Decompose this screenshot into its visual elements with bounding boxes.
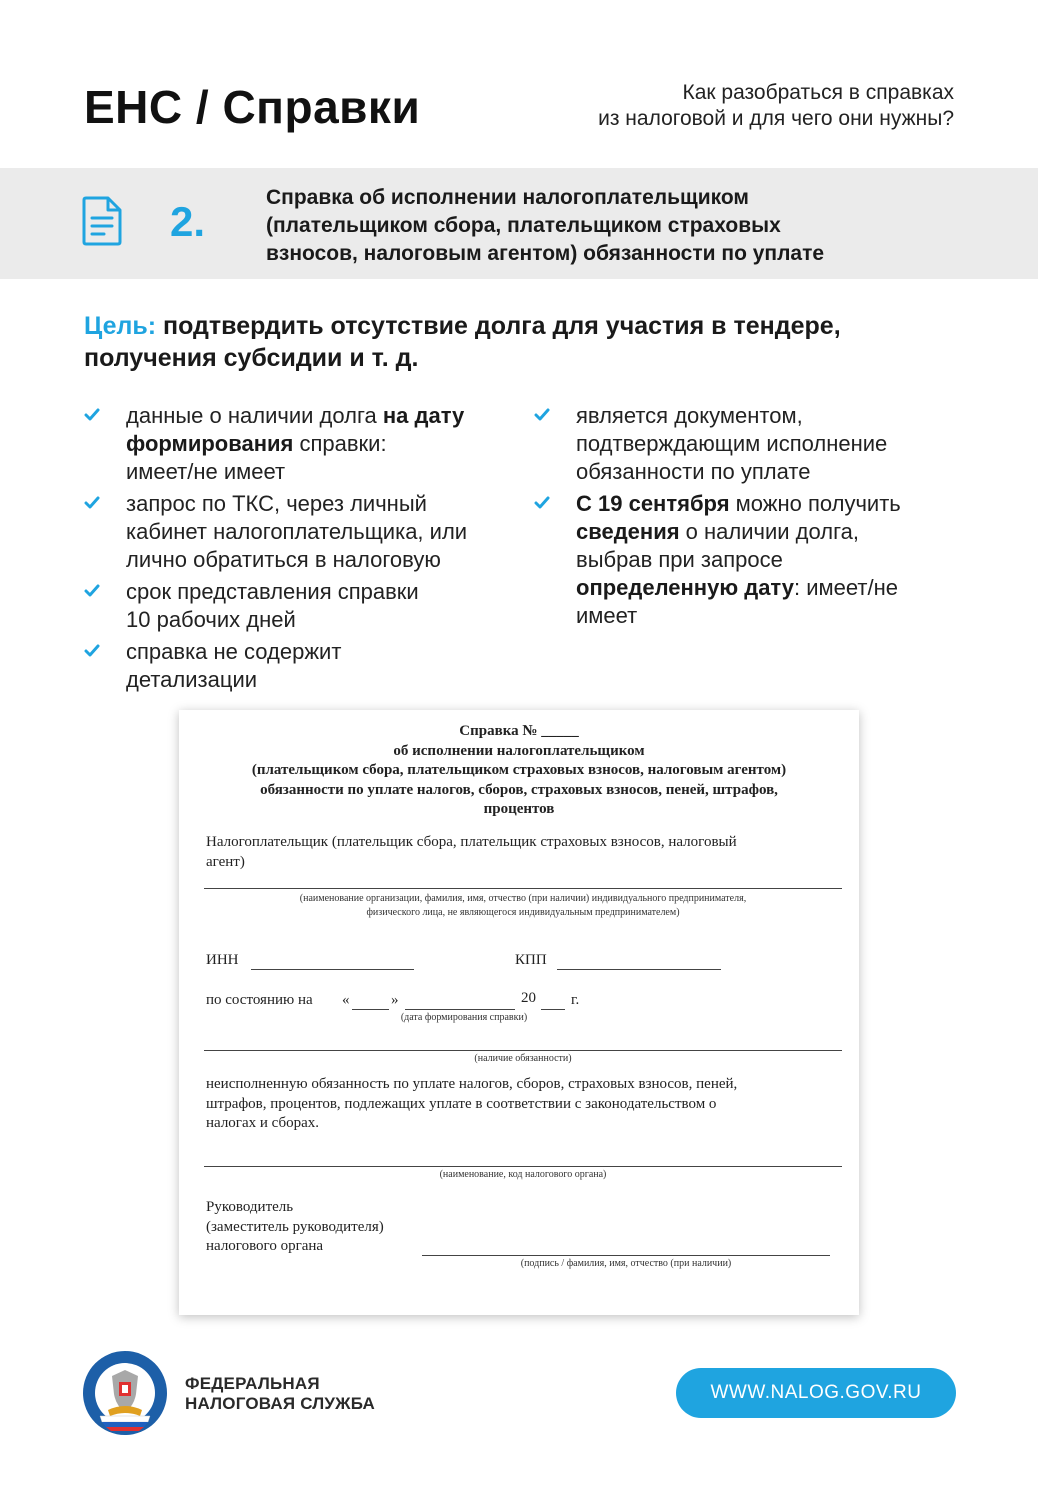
- document-icon: [82, 196, 122, 246]
- list-item: [84, 402, 524, 486]
- date-day-field: [352, 994, 389, 1010]
- heading-line: (плательщиком сбора, плательщиком страховых: [266, 214, 781, 237]
- item-text: справка не содержит: [126, 639, 342, 664]
- subtitle-line: Как разобраться в справках: [682, 81, 954, 104]
- goal-text: получения субсидии и т. д.: [84, 344, 419, 372]
- item-text: справки:: [293, 431, 387, 456]
- form-text-line: Налогоплательщик (плательщик сбора, плательщик страховых взносов, налоговый: [206, 834, 737, 850]
- goal-label: Цель:: [84, 312, 157, 340]
- form-title-line: обязанности по уплате налогов, сборов, страховых взносов, пеней, штрафов,: [260, 781, 778, 798]
- form-text-line: (заместитель руководителя): [206, 1218, 384, 1235]
- goal-statement: [84, 310, 964, 374]
- section-heading: [266, 184, 946, 268]
- form-caption: (наличие обязанности): [474, 1053, 572, 1064]
- date-prefix: по состоянию на: [206, 992, 313, 1008]
- item-emphasis: формирования: [126, 431, 294, 456]
- item-text: имеет/не имеет: [126, 459, 286, 484]
- check-icon: [84, 584, 100, 598]
- inn-label: ИНН: [206, 952, 239, 968]
- check-icon: [84, 644, 100, 658]
- subtitle-line: из налоговой и для чего они нужны?: [598, 107, 954, 130]
- organization-name: [185, 1374, 375, 1414]
- form-caption: (дата формирования справки): [400, 1012, 528, 1023]
- item-text: подтверждающим исполнение: [576, 431, 888, 456]
- heading-line: Справка об исполнении налогоплательщиком: [266, 186, 749, 209]
- list-item: [84, 578, 524, 634]
- check-icon: [534, 408, 550, 422]
- check-icon: [84, 496, 100, 510]
- item-text: можно получить: [729, 491, 901, 516]
- item-text: данные о наличии долга: [126, 403, 383, 428]
- page-title: ЕНС / Справки: [84, 81, 421, 133]
- org-name-line: НАЛОГОВАЯ СЛУЖБА: [185, 1394, 375, 1413]
- form-title-line: Справка № _____: [459, 723, 579, 739]
- item-text: имеет: [576, 603, 638, 628]
- caption-line: (наименование организации, фамилия, имя, отчество (при наличии) индивидуального предпринимателя,: [299, 893, 747, 904]
- form-text-line: агент): [206, 853, 245, 870]
- item-text: является документом,: [576, 403, 803, 428]
- kpp-label: КПП: [515, 952, 547, 968]
- item-text: срок представления справки: [126, 579, 419, 604]
- form-line: [204, 1166, 842, 1167]
- item-text: выбрав при запросе: [576, 547, 783, 572]
- caption-line: физического лица, не являющегося индивидуальным предпринимателем): [366, 907, 680, 918]
- form-text-line: налогах и сборах.: [206, 1115, 320, 1131]
- item-emphasis: сведения: [576, 519, 680, 544]
- date-month-field: [405, 994, 515, 1010]
- kpp-field: [557, 954, 721, 970]
- list-item: [534, 490, 954, 630]
- date-quote-close: »: [391, 992, 399, 1008]
- right-bullet-list: [534, 402, 954, 634]
- form-unpaid-text: [206, 1075, 839, 1134]
- date-suffix: г.: [571, 992, 580, 1008]
- item-text: запрос по ТКС, через личный: [126, 491, 427, 516]
- check-icon: [534, 496, 550, 510]
- form-head-label: [206, 1198, 466, 1257]
- form-text-line: Руководитель: [206, 1199, 294, 1215]
- date-quote-open: «: [342, 992, 350, 1008]
- heading-line: взносов, налоговым агентом) обязанности по уплате: [266, 242, 825, 265]
- item-emphasis: определенную дату: [576, 575, 794, 600]
- form-text-line: налогового органа: [206, 1238, 324, 1254]
- form-title-line: процентов: [483, 801, 555, 817]
- form-title-line: об исполнении налогоплательщиком: [393, 742, 645, 759]
- date-year-prefix: 20: [521, 990, 536, 1006]
- form-caption: (подпись / фамилия, имя, отчество (при наличии): [520, 1258, 732, 1269]
- org-name-line: ФЕДЕРАЛЬНАЯ: [185, 1374, 320, 1393]
- date-year-field: [541, 994, 565, 1010]
- step-number: 2.: [170, 198, 206, 245]
- check-icon: [84, 408, 100, 422]
- certificate-form-sample: [179, 710, 859, 1315]
- page-header: [0, 0, 1038, 168]
- form-taxpayer-label: [206, 833, 839, 872]
- form-line: [422, 1255, 830, 1256]
- form-text-line: неисполненную обязанность по уплате налогов, сборов, страховых взносов, пеней,: [206, 1076, 738, 1092]
- list-item: [84, 638, 524, 694]
- form-line: [204, 888, 842, 889]
- form-text-line: штрафов, процентов, подлежащих уплате в соответствии с законодательством о: [206, 1095, 717, 1112]
- form-caption: (наименование, код налогового органа): [439, 1169, 607, 1180]
- form-caption: [204, 892, 842, 920]
- inn-field: [251, 954, 414, 970]
- form-title: [179, 722, 859, 820]
- page-subtitle: [534, 80, 954, 132]
- item-text: детализации: [126, 667, 258, 692]
- item-text: 10 рабочих дней: [126, 607, 296, 632]
- list-item: [84, 490, 524, 574]
- item-text: лично обратиться в налоговую: [126, 547, 441, 572]
- item-text: обязанности по уплате: [576, 459, 811, 484]
- item-text: : имеет/не: [794, 575, 898, 600]
- item-emphasis: на дату: [382, 403, 465, 428]
- item-text: кабинет налогоплательщика, или: [126, 519, 468, 544]
- website-link[interactable]: WWW.NALOG.GOV.RU: [676, 1368, 956, 1418]
- left-bullet-list: [84, 402, 524, 698]
- form-line: [204, 1050, 842, 1051]
- list-item: [534, 402, 954, 486]
- form-title-line: (плательщиком сбора, плательщиком страховых взносов, налоговым агентом): [251, 762, 787, 778]
- item-text: о наличии долга,: [679, 519, 859, 544]
- fns-emblem-icon: [82, 1350, 168, 1436]
- item-emphasis: С 19 сентября: [576, 491, 730, 516]
- goal-text: подтвердить отсутствие долга для участия в тендере,: [163, 312, 841, 340]
